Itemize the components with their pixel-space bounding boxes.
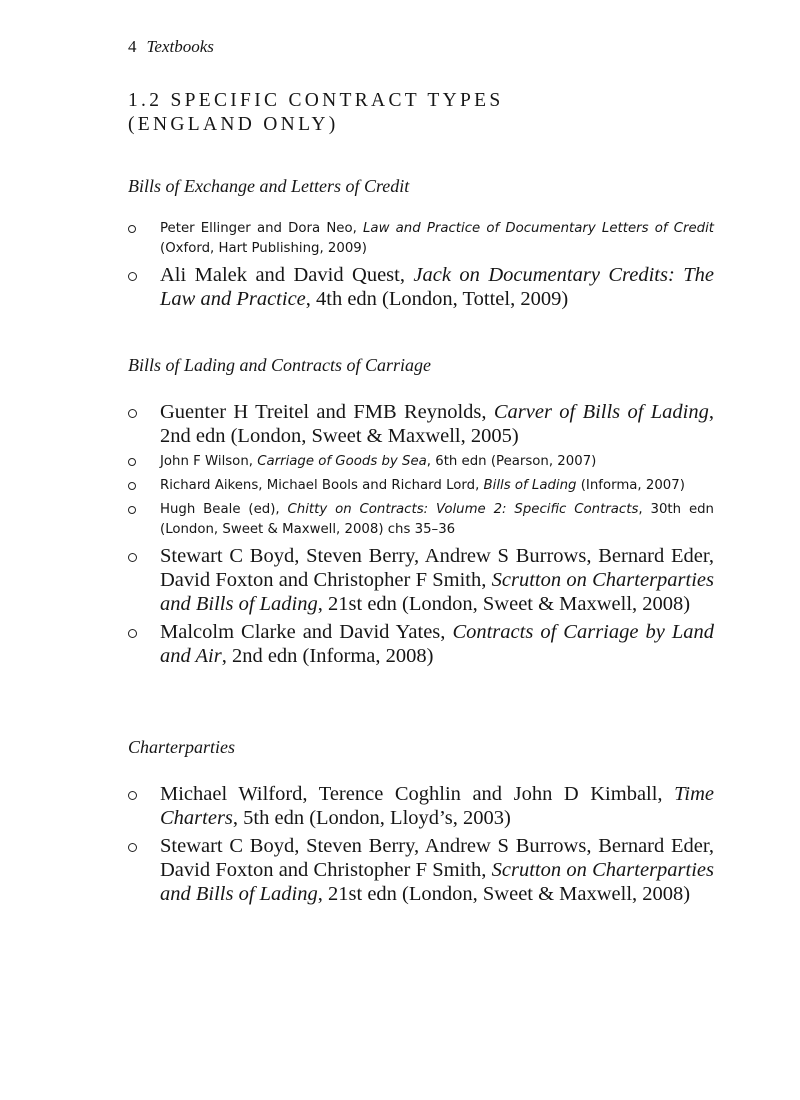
circle-bullet-icon bbox=[128, 553, 137, 562]
circle-bullet-icon bbox=[128, 482, 136, 490]
circle-bullet-icon bbox=[128, 629, 137, 638]
reference-item bbox=[128, 500, 714, 540]
circle-bullet-icon bbox=[128, 843, 137, 852]
circle-bullet-icon bbox=[128, 409, 137, 418]
reference-authors: John F Wilson, bbox=[160, 454, 258, 469]
reference-authors: Michael Wilford, Terence Coghlin and John D Kimball, bbox=[160, 783, 675, 805]
reference-title: Scrutton on Charterparties and Bills of Lading bbox=[160, 569, 714, 615]
reference-details: , 2nd edn (Informa, 2008) bbox=[221, 645, 434, 667]
reference-item bbox=[128, 620, 714, 668]
reference-item bbox=[128, 544, 714, 616]
reference-details: (Informa, 2007) bbox=[576, 478, 685, 493]
reference-item bbox=[128, 782, 714, 830]
reference-details: , 4th edn (London, Tottel, 2009) bbox=[305, 288, 569, 310]
reference-item bbox=[128, 476, 714, 496]
reference-authors: Ali Malek and David Quest, bbox=[160, 264, 414, 286]
reference-item bbox=[128, 400, 714, 448]
reference-item bbox=[128, 263, 714, 311]
reference-details: , 5th edn (London, Lloyd’s, 2003) bbox=[232, 807, 511, 829]
reference-details: , 6th edn (Pearson, 2007) bbox=[426, 454, 597, 469]
reference-list-bills-of-exchange bbox=[128, 219, 714, 315]
section-heading bbox=[128, 89, 504, 137]
reference-title: Time Charters bbox=[160, 783, 714, 829]
circle-bullet-icon bbox=[128, 458, 136, 466]
reference-item bbox=[128, 452, 714, 472]
reference-title: Law and Practice of Documentary Letters of Credit bbox=[363, 221, 714, 236]
reference-authors: Guenter H Treitel and FMB Reynolds, bbox=[160, 401, 494, 423]
reference-authors: Peter Ellinger and Dora Neo, bbox=[160, 221, 364, 236]
subsection-heading-charterparties: Charterparties bbox=[128, 737, 236, 757]
reference-title: Carver of Bills of Lading bbox=[493, 401, 709, 423]
section-heading-line-1: 1.2 SPECIFIC CONTRACT TYPES bbox=[128, 90, 504, 111]
circle-bullet-icon bbox=[128, 506, 136, 514]
circle-bullet-icon bbox=[128, 791, 137, 800]
section-heading-line-2: (ENGLAND ONLY) bbox=[128, 114, 339, 135]
reference-title: Carriage of Goods by Sea bbox=[257, 454, 427, 469]
reference-authors: Hugh Beale (ed), bbox=[160, 502, 288, 517]
reference-title: Jack on Documentary Credits: The Law and Practice bbox=[160, 264, 714, 310]
reference-item bbox=[128, 834, 714, 906]
subsection-heading-bills-of-lading: Bills of Lading and Contracts of Carriage bbox=[128, 355, 432, 375]
reference-title: Chitty on Contracts: Volume 2: Specific Contracts bbox=[287, 502, 639, 517]
reference-authors: Stewart C Boyd, Steven Berry, Andrew S Burrows, Bernard Eder, David Foxton and Christopher F Smith, bbox=[160, 545, 714, 591]
reference-details: , 21st edn (London, Sweet & Maxwell, 2008) bbox=[317, 593, 691, 615]
reference-authors: Richard Aikens, Michael Bools and Richard Lord, bbox=[160, 478, 484, 493]
reference-authors: Malcolm Clarke and David Yates, bbox=[160, 621, 453, 643]
reference-title: Bills of Lading bbox=[483, 478, 577, 493]
reference-list-bills-of-lading bbox=[128, 400, 714, 672]
reference-details: , 21st edn (London, Sweet & Maxwell, 2008) bbox=[317, 883, 691, 905]
reference-details: (Oxford, Hart Publishing, 2009) bbox=[160, 241, 367, 256]
reference-item bbox=[128, 219, 714, 259]
running-head-title: Textbooks bbox=[146, 37, 214, 56]
reference-title: Contracts of Carriage by Land and Air bbox=[160, 621, 714, 667]
reference-title: Scrutton on Charterparties and Bills of Lading bbox=[160, 859, 714, 905]
reference-authors: Stewart C Boyd, Steven Berry, Andrew S Burrows, Bernard Eder, David Foxton and Christopher F Smith, bbox=[160, 835, 714, 881]
reference-details: , 2nd edn (London, Sweet & Maxwell, 2005) bbox=[160, 401, 715, 447]
circle-bullet-icon bbox=[128, 272, 137, 281]
subsection-heading-bills-of-exchange: Bills of Exchange and Letters of Credit bbox=[128, 176, 410, 196]
page-number: 4 bbox=[128, 37, 137, 56]
reference-details: , 30th edn (London, Sweet & Maxwell, 2008) chs 35–36 bbox=[160, 502, 714, 537]
reference-list-charterparties bbox=[128, 782, 714, 910]
circle-bullet-icon bbox=[128, 225, 136, 233]
running-head bbox=[128, 37, 214, 57]
